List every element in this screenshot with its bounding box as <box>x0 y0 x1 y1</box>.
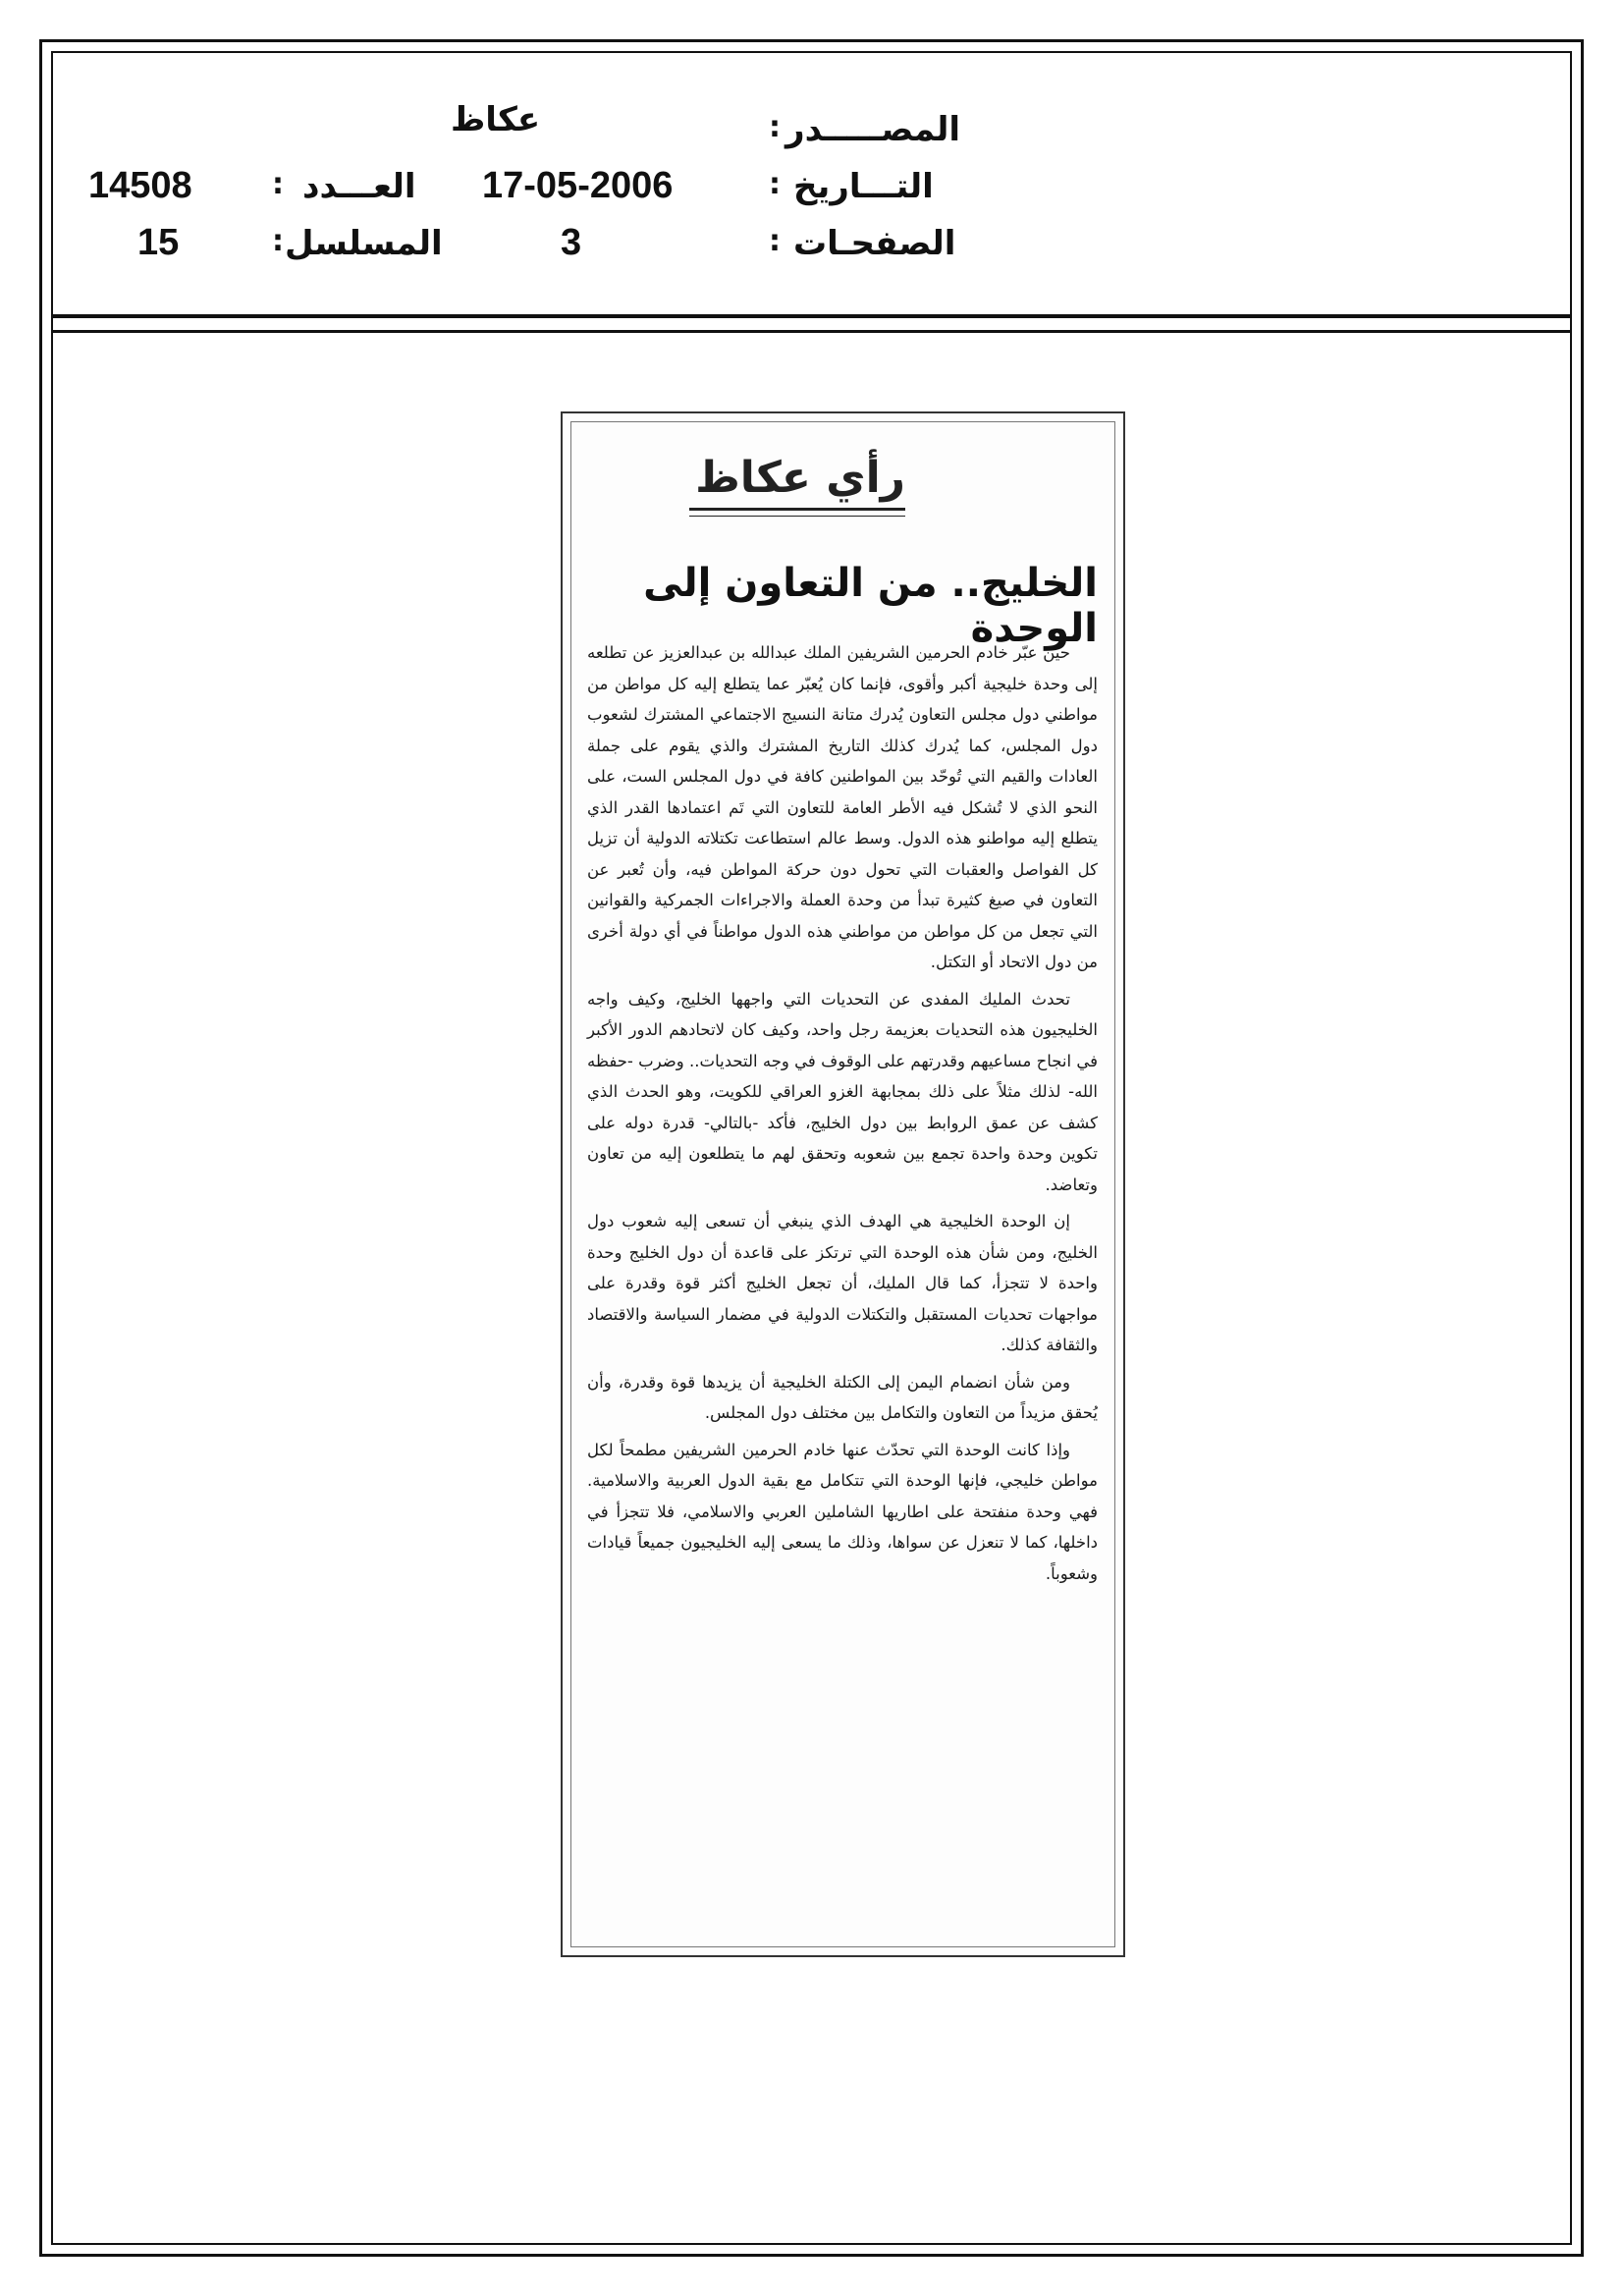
article-paragraph: إن الوحدة الخليجية هي الهدف الذي ينبغي أن تسعى إليه شعوب دول الخليج، ومن شأن هذه الوحدة التي ترتكز على قاعدة أن دول الخليج وحدة واحدة لا تتجزأ، كما قال المليك، أن تجعل الخليج أكثر قوة وقدرة على مواجهات تحديات المستقبل والتكتلات الدولية في مضمار السياسة والاقتصاد والثقافة كذلك. <box>587 1212 1098 1354</box>
logo-underline-thin <box>689 516 905 517</box>
issue-colon: : <box>272 167 284 201</box>
header-divider <box>51 314 1572 318</box>
logo-underline <box>689 508 905 511</box>
date-label: التـــاريخ <box>793 167 934 206</box>
article-body <box>587 637 1098 1595</box>
serial-value: 15 <box>137 222 180 263</box>
column-logo-text: رأي عكاظ <box>695 453 905 503</box>
column-logo <box>689 453 905 521</box>
article-clipping <box>561 411 1125 1957</box>
article-headline: الخليج.. من التعاون إلى الوحدة <box>643 561 1098 651</box>
issue-value: 14508 <box>88 165 192 206</box>
serial-label: المسلسل <box>285 224 443 263</box>
source-value: عكاظ <box>451 100 541 139</box>
pages-label: الصفحـات <box>793 224 956 263</box>
date-colon: : <box>769 167 781 201</box>
pages-colon: : <box>769 224 781 258</box>
source-label: المصـــــدر <box>785 110 961 149</box>
issue-label: العـــدد <box>302 167 416 206</box>
date-value: 17-05-2006 <box>482 165 674 206</box>
serial-colon: : <box>272 224 284 258</box>
source-colon: : <box>769 110 781 144</box>
article-paragraph: حين عبّر خادم الحرمين الشريفين الملك عبدالله بن عبدالعزيز عن تطلعه إلى وحدة خليجية أكبر وأقوى، فإنما كان يُعبّر عما يتطلع إليه كل مواطن من مواطني دول مجلس التعاون يُدرك متانة النسيج الاجتماعي المشترك لشعوب دول المجلس، كما يُدرك كذلك التاريخ المشترك والذي يقوم على جملة العادات والقيم التي تُوحّد بين المواطنين كافة في دول المجلس الست، على النحو الذي لا تُشكل فيه الأطر العامة للتعاون التي تَم اعتمادها القدر الذي يتطلع إليه مواطنو هذه الدول. وسط عالم استطاعت تكتلاته الدولية أن تزيل كل الفواصل والعقبات التي تحول دون حركة المواطن فيه، وأن تُعبر عن التعاون في صيغ كثيرة تبدأ من وحدة العملة والاجراءات الجمركية والقوانين التي تجعل من كل مواطن من مواطني هذه الدول مواطناً في أي دولة أخرى من دول الاتحاد أو التكتل. <box>587 643 1098 971</box>
header-divider-secondary <box>51 330 1572 333</box>
article-paragraph: تحدث المليك المفدى عن التحديات التي واجهها الخليج، وكيف واجه الخليجيون هذه التحديات بعزيمة رجل واحد، وكيف كان لاتحادهم الدور الأكبر في انجاح مساعيهم وقدرتهم على الوقوف في وجه التحديات.. وضرب -حفظه الله- لذلك مثلاً على ذلك بمجابهة الغزو العراقي للكويت، وهو الحدث الذي كشف عن عمق الروابط بين دول الخليج، فأكد -بالتالي- قدرة دوله على تكوين وحدة واحدة تجمع بين شعوبه وتحقق لهم ما يتطلعون إليه من تعاون وتعاضد. <box>587 989 1098 1194</box>
article-paragraph: ومن شأن انضمام اليمن إلى الكتلة الخليجية أن يزيدها قوة وقدرة، وأن يُحقق مزيداً من التعاون والتكامل بين مختلف دول المجلس. <box>587 1372 1098 1422</box>
article-paragraph: وإذا كانت الوحدة التي تحدّث عنها خادم الحرمين الشريفين مطمحاً لكل مواطن خليجي، فإنها الوحدة التي تتكامل مع بقية الدول العربية والاسلامية. فهي وحدة منفتحة على اطاريها الشاملين العربي والاسلامي، فلا تتجزأ في داخلها، كما لا تنعزل عن سواها، وذلك ما يسعى إليه الخليجيون جميعاً قيادات وشعوباً. <box>587 1440 1098 1583</box>
pages-value: 3 <box>561 222 582 263</box>
